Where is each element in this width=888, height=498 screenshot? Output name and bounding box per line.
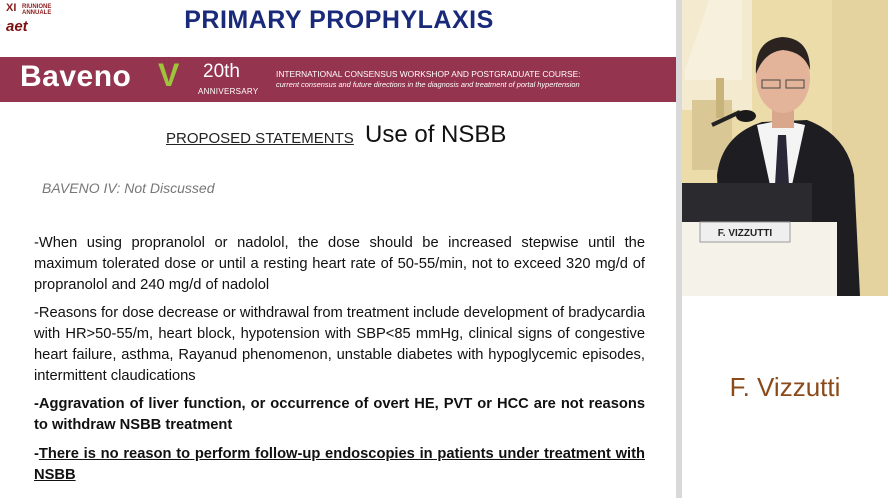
anniversary-number: 20th: [203, 61, 240, 82]
anniversary-label: ANNIVERSARY: [198, 87, 259, 96]
baveno-iv-note: BAVENO IV: Not Discussed: [42, 180, 215, 196]
section-label: PROPOSED STATEMENTS: [166, 130, 354, 147]
logo-text: [22, 4, 51, 16]
statement-endoscopy-text: There is no reason to perform follow-up endoscopies in patients under treatment with NSBB: [34, 446, 645, 483]
statement-endoscopy: [34, 444, 645, 486]
logo-line2: ANNUALE: [22, 10, 52, 16]
conference-logo: [2, 2, 74, 42]
banner-course: INTERNATIONAL CONSENSUS WORKSHOP AND POSTGRADUATE COURSE:: [276, 69, 581, 79]
speaker-name: F. Vizzutti: [729, 372, 841, 402]
banner-name: Baveno: [20, 60, 132, 93]
baveno-banner: [0, 57, 676, 102]
banner-numeral: V: [158, 57, 180, 93]
section-title: Use of NSBB: [365, 121, 507, 148]
statement-liver-function: -Aggravation of liver function, or occurrence of overt HE, PVT or HCC are not reasons to withdraw NSBB treatment: [34, 396, 645, 433]
speaker-video-frame: [682, 0, 888, 296]
speaker-nameplate: F. VIZZUTTI: [717, 228, 773, 239]
statement-endoscopy-dash: -: [34, 446, 39, 462]
logo-line1: RIUNIONE: [22, 4, 52, 10]
statement-withdrawal: -Reasons for dose decrease or withdrawal from treatment include development of bradycardia with HR>50-55/m, heart block, hypotension with SBP<85 mmHg, clinical signs of congestive heart failure, asthma, Rayanud phenomenon, unstable diabetes with hypoglycemic episodes, intermittent claudications: [34, 305, 645, 384]
banner-subtitle: current consensus and future directions in the diagnosis and treatment of portal hypertension: [276, 80, 580, 89]
slide-title: PRIMARY PROPHYLAXIS: [184, 6, 494, 34]
logo-numeral: XI: [6, 2, 17, 14]
statement-dose: -When using propranolol or nadolol, the dose should be increased stepwise until the maximum tolerated dose or until a resting heart rate of 50-55/min, not to exceed 320 mg/d of propranolol and 240 mg/d of nadolol: [34, 235, 645, 293]
speaker-video: [682, 0, 888, 296]
logo-brand: aet: [6, 18, 28, 35]
